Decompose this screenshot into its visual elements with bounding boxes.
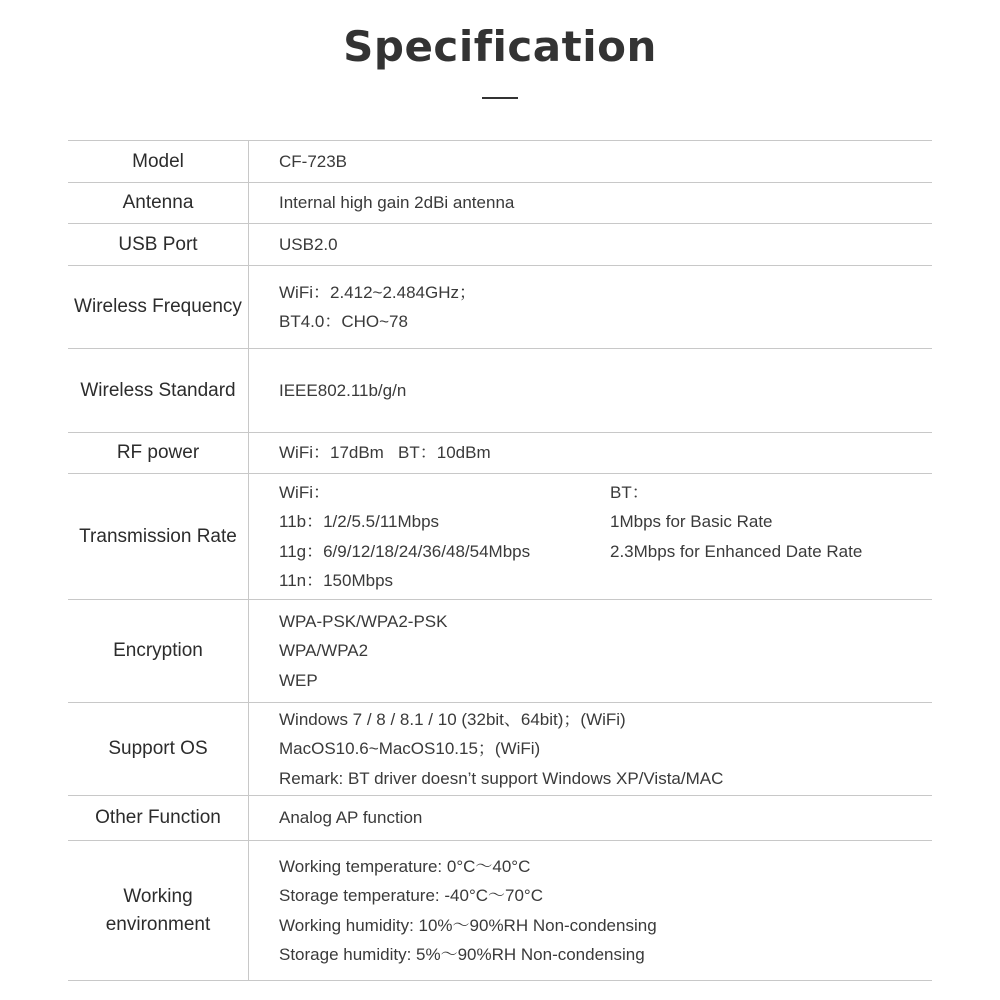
spec-value [249,703,932,795]
spec-label: Other Function [68,796,249,840]
spec-value-line: WPA/WPA2 [279,641,369,661]
spec-label: Wireless Frequency [68,266,249,348]
spec-value [249,349,932,432]
spec-value-line: 11b：1/2/5.5/11Mbps [279,512,440,531]
spec-row-usb-port [68,224,932,266]
rate-columns [279,478,932,596]
spec-value-line: BT： [610,482,649,502]
spec-value-line: WPA-PSK/WPA2-PSK [279,611,448,631]
spec-label: Model [68,141,249,182]
spec-value-line: Analog AP function [279,808,423,828]
spec-label: USB Port [68,224,249,265]
spec-label: Encryption [68,600,249,702]
spec-row-rf-power [68,433,932,474]
spec-value [249,841,932,980]
spec-value [249,183,932,223]
spec-value-line: Working humidity: 10%～90%RH Non-condensing [279,915,657,935]
spec-value-line: 1Mbps for Basic Rate [610,512,773,531]
spec-row-antenna [68,183,932,224]
spec-label: Working environment [68,841,249,980]
bt-rate-column [610,478,862,596]
spec-value [249,796,932,840]
wifi-rate-column [279,478,610,596]
spec-table [68,140,932,981]
spec-value-line: Remark: BT driver doesn’t support Windows XP/Vista/MAC [279,768,724,788]
spec-label: Antenna [68,183,249,223]
spec-value-line: WiFi：2.412~2.484GHz； [279,282,476,302]
spec-value-line: WiFi： [279,482,330,502]
page-title: Specification [343,22,657,71]
spec-label: Wireless Standard [68,349,249,432]
spec-value-line: Internal high gain 2dBi antenna [279,193,515,213]
spec-label: RF power [68,433,249,473]
spec-value-line: Storage temperature: -40°C～70°C [279,886,543,905]
spec-row-model [68,141,932,183]
spec-value-line: Working temperature: 0°C～40°C [279,856,531,876]
spec-row-wireless-standard [68,349,932,433]
spec-row-wireless-frequency [68,266,932,349]
spec-value-line: Windows 7 / 8 / 8.1 / 10 (32bit、64bit)；(WiFi) [279,709,626,729]
spec-row-working-environment [68,841,932,981]
spec-row-support-os [68,703,932,796]
spec-value [249,141,932,182]
spec-value-line: USB2.0 [279,234,338,254]
spec-value [249,224,932,265]
spec-value [249,600,932,702]
spec-value-line: Storage humidity: 5%～90%RH Non-condensing [279,945,645,964]
spec-value-line: MacOS10.6~MacOS10.15；(WiFi) [279,739,541,759]
spec-value [249,266,932,348]
spec-row-transmission-rate [68,474,932,600]
spec-value-line: BT4.0：CHO~78 [279,312,408,331]
spec-value [249,433,932,473]
spec-value-line: 11n：150Mbps [279,571,394,590]
spec-label: Transmission Rate [68,474,249,599]
spec-row-other-function [68,796,932,841]
spec-row-encryption [68,600,932,703]
spec-value-line: WiFi：17dBm BT：10dBm [279,443,491,463]
spec-label: Support OS [68,703,249,795]
spec-value-line: 11g：6/9/12/18/24/36/48/54Mbps [279,541,531,561]
spec-value-line: IEEE802.11b/g/n [279,380,407,400]
title-divider [482,97,518,99]
spec-value [249,474,932,599]
spec-value-line: 2.3Mbps for Enhanced Date Rate [610,541,863,561]
spec-value-line: CF-723B [279,151,348,171]
spec-value-line: WEP [279,670,318,690]
